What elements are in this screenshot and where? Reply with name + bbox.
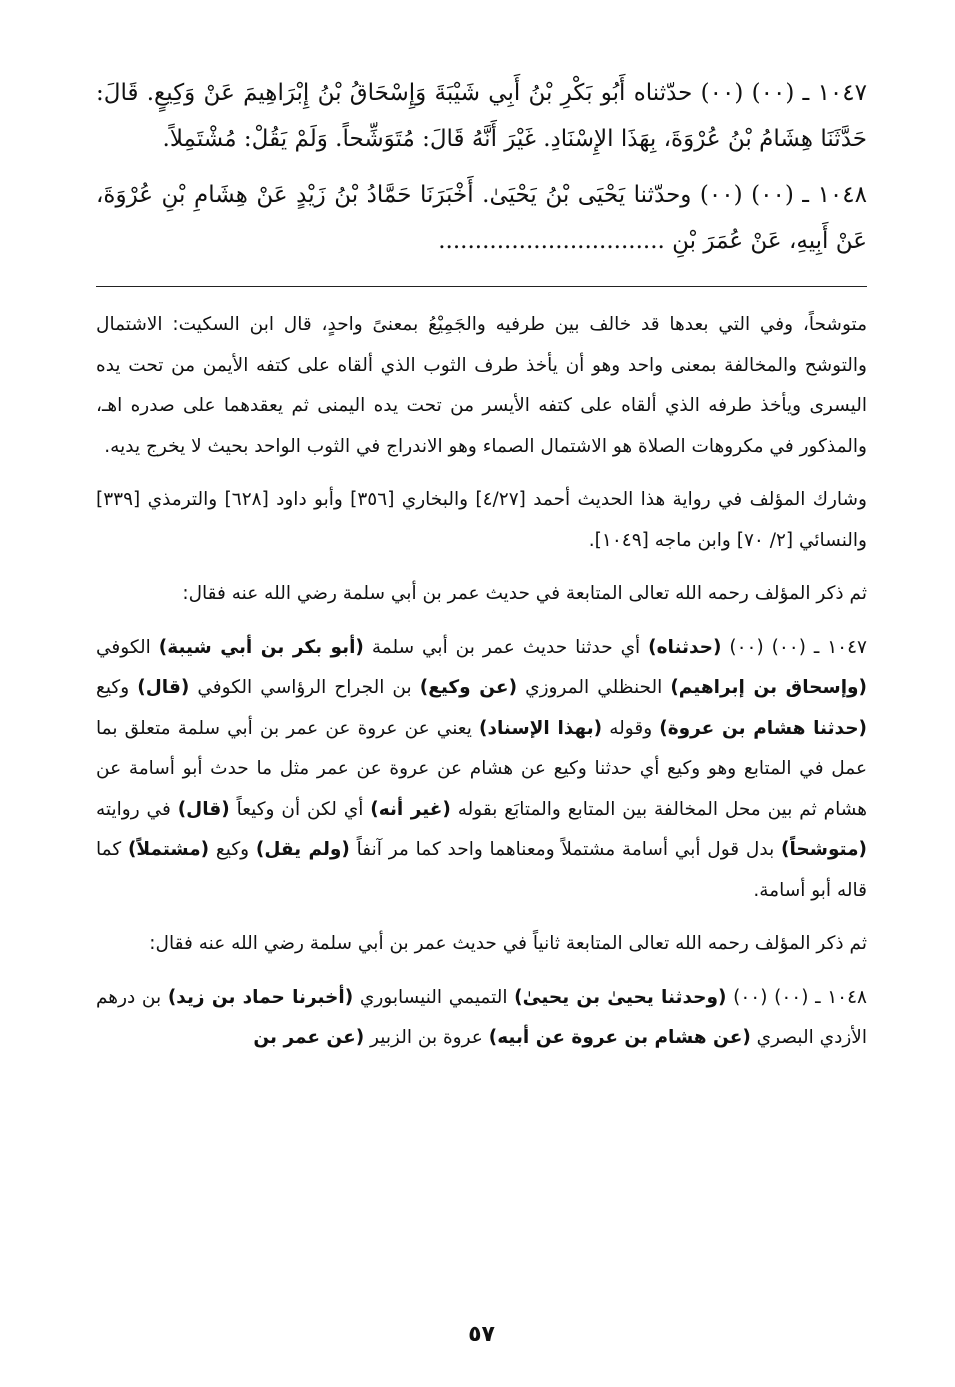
commentary-paragraph-1: متوشحاً، وفي التي بعدها قد خالف بين طرفيه والجَمِيْعُ بمعنىً واحدٍ، قال ابن السكيت: الاشتمال والتوشح والمخالفة بمعنى واحد وهو أن يأخذ طرف الثوب الذي ألقاه على كتفه الأيمن من تحت يده اليسرى ويأخذ طرفه الذي ألقاه على كتفه الأيسر من تحت يده اليمنى ثم يعقدهما على صدره اهـ، والمذكور في مكروهات الصلاة هو الاشتمال الصماء وهو الاندراج في الثوب الواحد بحيث لا يخرج يديه. xyxy=(96,314,867,457)
commentary-text: التميمي النيسابوري xyxy=(353,986,515,1008)
commentary-quoted-text: (أخبرنا حماد بن زيد) xyxy=(167,986,354,1008)
commentary-quoted-text: (حدثنا هشام بن عروة) xyxy=(659,717,867,739)
commentary-text: بدل قول أبي أسامة مشتملاً ومعناهما واحد كما مر آنفاً xyxy=(349,839,782,860)
commentary-text: وقوله xyxy=(602,717,660,739)
commentary-quoted-text: (بهذا الإسناد) xyxy=(479,717,603,739)
page-number: ٥٧ xyxy=(468,1322,495,1347)
commentary-paragraph-5: ثم ذكر المؤلف رحمه الله تعالى المتابعة ثانياً في حديث عمر بن أبي سلمة رضي الله عنه فقال: xyxy=(149,933,867,954)
commentary-paragraph-2: وشارك المؤلف في رواية هذا الحديث أحمد [٤/٢٧] والبخاري [٣٥٦] وأبو داود [٦٢٨] والترمذي [٣٣٩] والنسائي [٢/ ٧٠] وابن ماجه [١٠٤٩]. xyxy=(96,489,867,551)
commentary-text: الكوفي xyxy=(96,636,159,658)
hadith-1048: ١٠٤٨ ـ (٠٠) (٠٠) وحدّثنا يَحْيَى بْنُ يَحْيَىٰ. أَخْبَرَنَا حَمَّادُ بْنُ زَيْدٍ عَنْ هِشَامِ بْنِ عُرْوَةَ، عَنْ أَبِيهِ، عَنْ عُمَرَ بْنِ ............................... xyxy=(96,182,867,254)
commentary-quoted-text: (عن هشام بن عروة عن أبيه) xyxy=(488,1027,751,1048)
commentary-quoted-text: (مشتملاً) xyxy=(127,839,210,860)
commentary-text: بن درهم الأزدي البصري xyxy=(96,986,867,1048)
commentary-text: عروة بن الزبير xyxy=(364,1027,489,1048)
commentary-text: كما قاله أبو أسامة. xyxy=(96,839,867,901)
commentary-text: يعني عن عروة عن عمر بن أبي سلمة متعلق بما عمل في المتابع وهو وكيع أي حدثنا وكيع عن هشام عن عروة عن عمر مثل ما حدث أبو أسامة عن هشام ثم بين محل المخالفة بين المتابع والمتابَع بقوله xyxy=(96,717,867,820)
commentary-paragraph-4 xyxy=(96,628,867,912)
hadith-matn-section xyxy=(96,70,867,264)
commentary-paragraph-6 xyxy=(96,978,867,1059)
book-page xyxy=(96,70,867,1347)
commentary-quoted-text: (وإسحاق بن إبراهيم) xyxy=(670,677,867,698)
commentary-text: أي حدثنا حديث عمر بن أبي سلمة xyxy=(363,636,649,658)
commentary-text: أي لكن أن وكيعاً xyxy=(229,798,371,820)
commentary-quoted-text: (متوشحاً) xyxy=(781,839,868,860)
commentary-quoted-text: (حدثناه) xyxy=(648,636,722,658)
commentary-text: بن الجراح الرؤاسي الكوفي xyxy=(189,677,420,698)
commentary-quoted-text: (وحدثنا يحيىٰ بن يحيىٰ) xyxy=(514,986,727,1008)
commentary-quoted-text: (قال) xyxy=(177,798,230,820)
commentary-section xyxy=(96,305,867,1059)
commentary-quoted-text: (ولم يقل) xyxy=(255,839,350,860)
commentary-quoted-text: (عن عمر بن xyxy=(253,1027,365,1048)
commentary-text: وكيع xyxy=(209,839,256,860)
commentary-text: وكيع xyxy=(96,677,138,698)
commentary-text: ١٠٤٨ ـ (٠٠) (٠٠) xyxy=(726,986,867,1008)
commentary-quoted-text: (عن وكيع) xyxy=(419,677,518,698)
commentary-quoted-text: (أبو بكر بن أبي شيبة) xyxy=(158,636,364,658)
footnote-divider xyxy=(96,286,867,287)
commentary-text: ١٠٤٧ ـ (٠٠) (٠٠) xyxy=(721,636,867,658)
commentary-quoted-text: (قال) xyxy=(137,677,190,698)
commentary-paragraph-3: ثم ذكر المؤلف رحمه الله تعالى المتابعة في حديث عمر بن أبي سلمة رضي الله عنه فقال: xyxy=(182,583,867,604)
hadith-1047: ١٠٤٧ ـ (٠٠) (٠٠) حدّثناه أَبُو بَكْرِ بْنُ أَبِي شَيْبَةَ وَإِسْحَاقُ بْنُ إِبْرَاهِيمَ عَنْ وَكِيعٍ. قَالَ: حَدَّثَنَا هِشَامُ بْنُ عُرْوَةَ، بِهَذَا الإِسْنَادِ. غَيْرَ أَنَّهُ قَالَ: مُتَوَشِّحاً. وَلَمْ يَقُلْ: مُشْتَمِلاً. xyxy=(96,80,867,152)
commentary-text: في روايته xyxy=(96,798,178,820)
commentary-text: الحنظلي المروزي xyxy=(517,677,671,698)
commentary-quoted-text: (غير أنه) xyxy=(370,798,451,820)
